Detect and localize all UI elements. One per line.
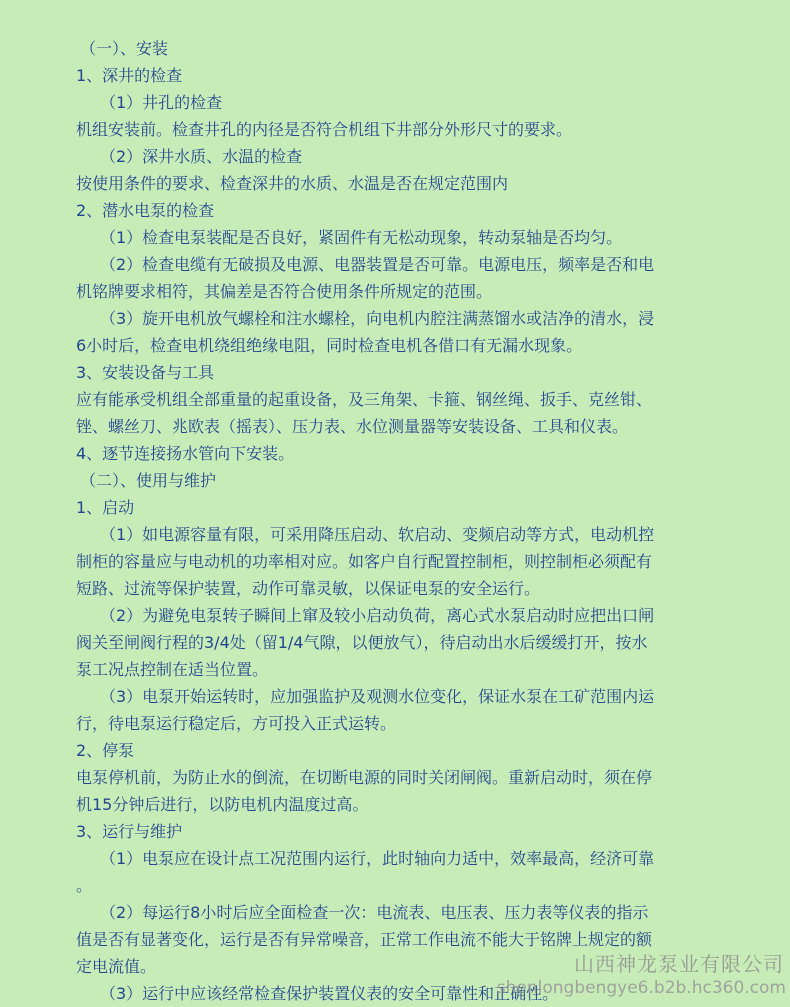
text-line: 3、安装设备与工具	[76, 363, 215, 382]
text-line: 3、运行与维护	[76, 822, 183, 841]
text-line: （3）电泵开始运转时，应加强监护及观测水位变化，保证水泵在工矿范围内运	[100, 687, 655, 706]
text-line: 电泵停机前，为防止水的倒流，在切断电源的同时关闭闸阀。重新启动时，须在停	[76, 768, 653, 787]
text-line: 1、深井的检查	[76, 66, 183, 85]
text-line: （2）每运行8小时后应全面检查一次：电流表、电压表、压力表等仪表的指示	[100, 903, 649, 922]
text-line: 6小时后，检查电机绕组绝缘电阻，同时检查电机各借口有无漏水现象。	[76, 336, 583, 355]
text-line: 按使用条件的要求、检查深井的水质、水温是否在规定范围内	[76, 174, 509, 193]
text-line: （2）检查电缆有无破损及电源、电器装置是否可靠。电源电压，频率是否和电	[100, 255, 655, 274]
text-line: 2、潜水电泵的检查	[76, 201, 215, 220]
text-line: 制柜的容量应与电动机的功率相对应。如客户自行配置控制柜，则控制柜必须配有	[76, 552, 653, 571]
text-line: 值是否有显著变化，运行是否有异常噪音，正常工作电流不能大于铭牌上规定的额	[76, 930, 653, 949]
text-line: （1）井孔的检查	[100, 93, 223, 112]
section-heading: （一）、安装	[80, 39, 169, 58]
text-line: 机组安装前。检查井孔的内径是否符合机组下井部分外形尺寸的要求。	[76, 120, 573, 139]
document-body	[0, 35, 790, 1007]
text-line: 机15分钟后进行，以防电机内温度过高。	[76, 795, 369, 814]
text-line: （3）运行中应该经常检查保护装置仪表的安全可靠性和正确性。	[100, 984, 559, 1003]
text-line: （2）为避免电泵转子瞬间上窜及较小启动负荷，离心式水泵启动时应把出口闸	[100, 606, 655, 625]
text-line: （1）如电源容量有限，可采用降压启动、软启动、变频启动等方式，电动机控	[100, 525, 655, 544]
text-line: （3）旋开电机放气螺栓和注水螺栓，向电机内腔注满蒸馏水或洁净的清水，浸	[100, 309, 655, 328]
text-line: 应有能承受机组全部重量的起重设备，及三角架、卡箍、钢丝绳、扳手、克丝钳、	[76, 390, 653, 409]
text-line: 阀关至闸阀行程的3/4处（留1/4气隙，以便放气），待启动出水后缓缓打开，按水	[76, 633, 648, 652]
watermark-company: 山西神龙泵业有限公司	[574, 952, 784, 976]
text-line: 短路、过流等保护装置，动作可靠灵敏，以保证电泵的安全运行。	[76, 579, 541, 598]
text-line: 1、启动	[76, 498, 135, 517]
text-line: （2）深井水质、水温的检查	[100, 147, 303, 166]
text-line: （1）检查电泵装配是否良好，紧固件有无松动现象，转动泵轴是否均匀。	[100, 228, 623, 247]
text-line: 。	[76, 876, 93, 895]
text-line: （1）电泵应在设计点工况范围内运行，此时轴向力适中，效率最高，经济可靠	[100, 849, 655, 868]
text-line: 2、停泵	[76, 741, 135, 760]
text-line: 4、逐节连接扬水管向下安装。	[76, 444, 295, 463]
text-line: 机铭牌要求相符，其偏差是否符合使用条件所规定的范围。	[76, 282, 493, 301]
watermark-url: shenlongbengye6.b2b.hc360.com	[496, 978, 786, 998]
text-line: 行，待电泵运行稳定后，方可投入正式运转。	[76, 714, 397, 733]
section-heading: （二）、使用与维护	[80, 471, 217, 490]
text-line: 泵工况点控制在适当位置。	[76, 660, 269, 679]
text-line: 锉、螺丝刀、兆欧表（摇表）、压力表、水位测量器等安装设备、工具和仪表。	[76, 417, 629, 436]
text-line: 定电流值。	[76, 957, 157, 976]
